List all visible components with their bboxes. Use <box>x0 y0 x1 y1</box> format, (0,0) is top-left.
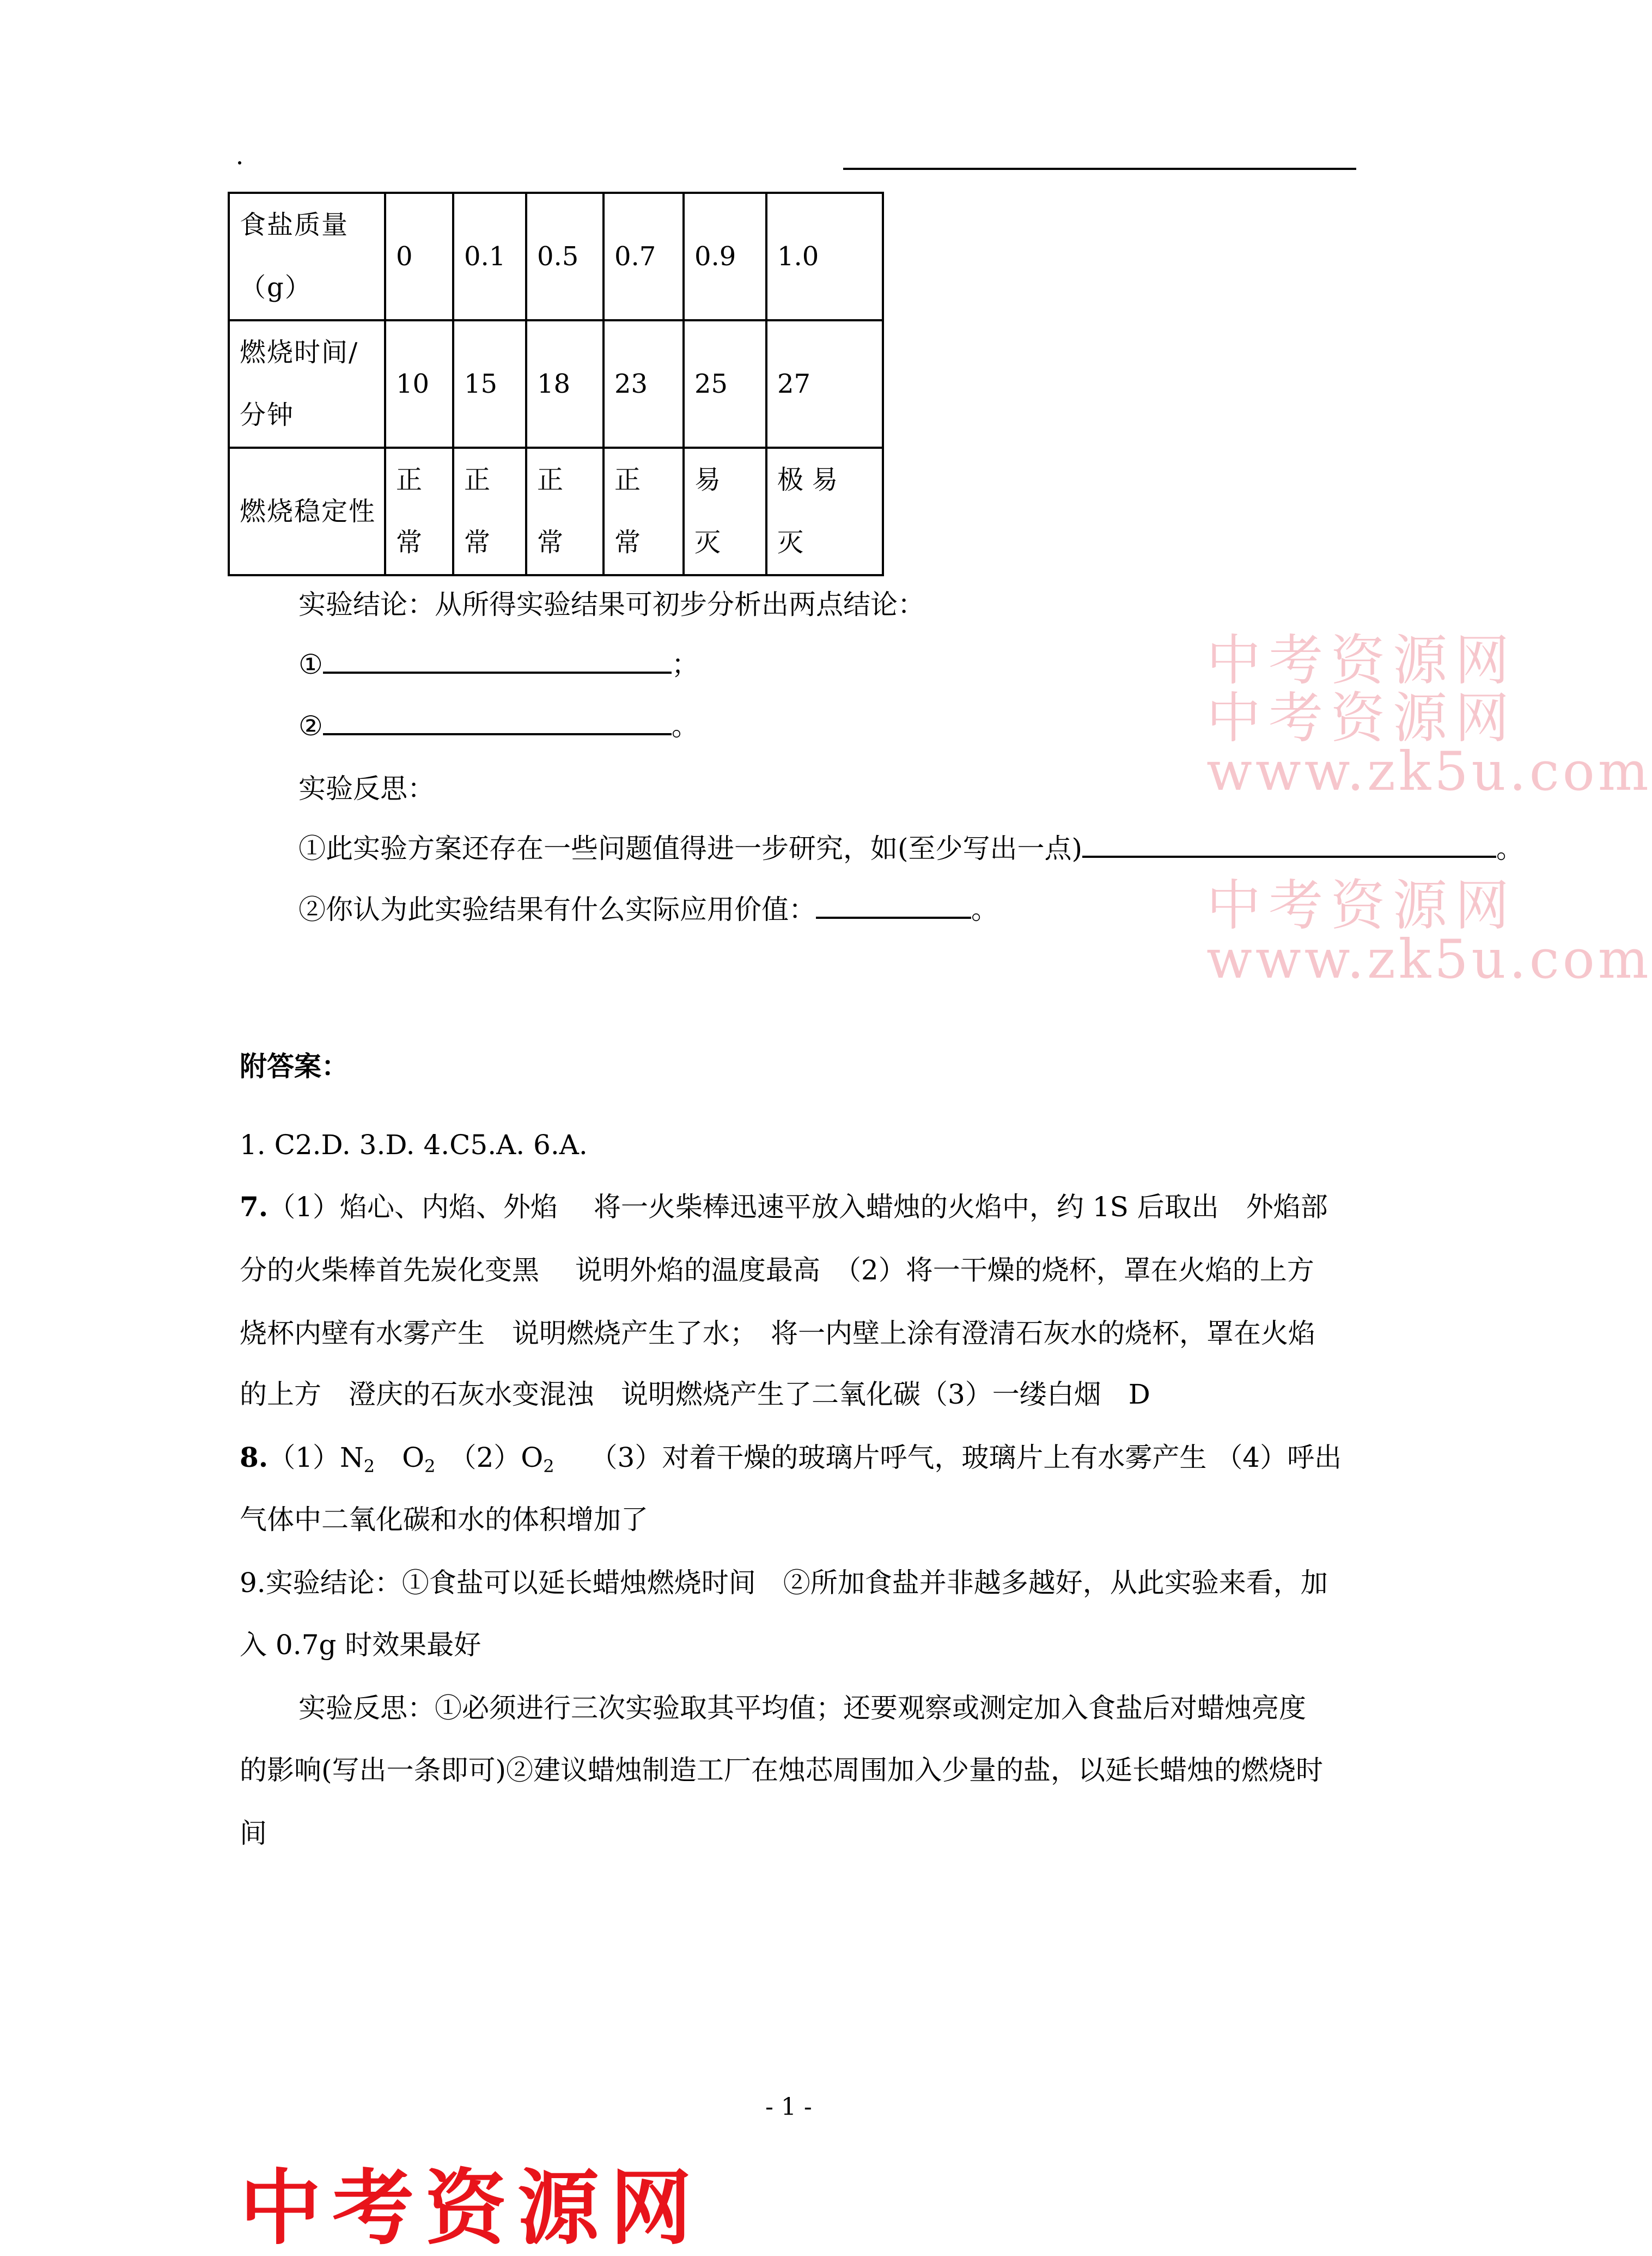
table-cell <box>385 448 453 575</box>
answer-7-line-1 <box>240 1191 1328 1223</box>
table-cell: 0.9 <box>684 193 766 320</box>
conclusion-1-mark: ① <box>298 649 323 680</box>
answer-7-line-2: 分的火柴棒首先炭化变黑 说明外焰的温度最高 （2）将一干燥的烧杯，罩在火焰的上方 <box>240 1254 1314 1286</box>
experiment-table <box>228 192 884 576</box>
table-row <box>229 193 883 320</box>
watermark-cn: 中考资源网 <box>1206 874 1517 937</box>
watermark-url: www.zk5u.com <box>1206 741 1652 803</box>
answer-7-line-3: 烧杯内壁有水雾产生 说明燃烧产生了水； 将一内壁上涂有澄清石灰水的烧杯，罩在火焰 <box>240 1318 1315 1349</box>
reflection-2-text: ②你认为此实验结果有什么实际应用价值： <box>298 894 816 925</box>
stability-value: 正常 <box>464 465 491 558</box>
answer-9-line-1: 9.实验结论：①食盐可以延长蜡烛燃烧时间 ②所加食盐并非越多越好，从此实验来看，加 <box>240 1567 1328 1599</box>
table-cell: 0 <box>385 193 453 320</box>
answer-9-line-3: 实验反思：①必须进行三次实验取其平均值；还要观察或测定加入食盐后对蜡烛亮度 <box>298 1692 1306 1724</box>
table-cell: 15 <box>453 320 526 448</box>
answer-1-6: 1. C2.D. 3.D. 4.C5.A. 6.A. <box>240 1129 588 1161</box>
answer-9-line-5: 间 <box>240 1818 267 1849</box>
table-cell: 10 <box>385 320 453 448</box>
table-cell: 0.7 <box>604 193 684 320</box>
answer-7-text: （1）焰心、内焰、外焰 将一火柴棒迅速平放入蜡烛的火焰中，约 1S 后取出 外焰部 <box>268 1191 1328 1223</box>
table-cell: 1.0 <box>766 193 883 320</box>
conclusion-1-end: ； <box>671 649 699 680</box>
row-header-mass: 食盐质量（g） <box>229 193 385 320</box>
table-cell <box>766 448 883 575</box>
reflection-1 <box>298 832 1523 865</box>
watermark-cn: 中考资源网 <box>1206 686 1517 750</box>
table-cell: 25 <box>684 320 766 448</box>
answer-blank[interactable] <box>323 650 672 674</box>
conclusion-2-mark: ② <box>298 710 323 742</box>
reflection-2-end: 。 <box>971 894 998 925</box>
stability-value: 易灭 <box>694 465 721 558</box>
answer-8-part-d: （3）对着干燥的玻璃片呼气，玻璃片上有水雾产生 （4）呼出 <box>554 1442 1342 1473</box>
subscript: 2 <box>363 1456 375 1477</box>
answer-8-part-a: （1）N <box>268 1442 364 1473</box>
row-header-stability: 燃烧稳定性 <box>229 448 385 575</box>
conclusion-1 <box>298 648 699 681</box>
header-dot <box>238 161 241 164</box>
row-header-time: 燃烧时间/分钟 <box>229 320 385 448</box>
reflection-2 <box>298 893 998 926</box>
table-cell: 18 <box>526 320 604 448</box>
table-cell <box>453 448 526 575</box>
table-row <box>229 448 883 575</box>
stability-value: 正常 <box>396 465 423 558</box>
reflection-1-end: 。 <box>1496 833 1524 864</box>
answer-9-line-2: 入 0.7g 时效果最好 <box>240 1629 481 1661</box>
page-number: - 1 - <box>765 2093 812 2121</box>
watermark-url: www.zk5u.com <box>1206 929 1652 991</box>
subscript: 2 <box>543 1456 554 1477</box>
table-cell <box>684 448 766 575</box>
answers-title: 附答案： <box>240 1050 349 1082</box>
table-cell: 0.5 <box>526 193 604 320</box>
stability-value: 正常 <box>537 465 564 558</box>
watermark-cn: 中考资源网 <box>1206 629 1517 692</box>
answer-8-line-1 <box>240 1441 1342 1483</box>
answer-7-line-4: 的上方 澄庆的石灰水变混浊 说明燃烧产生了二氧化碳（3）一缕白烟 D <box>240 1379 1150 1410</box>
reflection-title: 实验反思： <box>298 773 435 804</box>
brand-logo: 中考资源网 <box>240 2161 703 2256</box>
table-cell: 23 <box>604 320 684 448</box>
conclusion-2 <box>298 710 699 742</box>
answer-blank[interactable] <box>1082 834 1496 858</box>
conclusion-intro: 实验结论：从所得实验结果可初步分析出两点结论： <box>298 589 925 620</box>
answer-8-number: 8. <box>240 1441 269 1473</box>
table-cell <box>526 448 604 575</box>
answer-8-line-2: 气体中二氧化碳和水的体积增加了 <box>240 1504 648 1535</box>
subscript: 2 <box>424 1456 436 1477</box>
reflection-1-text: ①此实验方案还存在一些问题值得进一步研究，如(至少写出一点) <box>298 833 1083 864</box>
answer-9-line-4: 的影响(写出一条即可)②建议蜡烛制造工厂在烛芯周围加入少量的盐，以延长蜡烛的燃烧时 <box>240 1754 1324 1786</box>
conclusion-2-end: 。 <box>671 710 699 742</box>
table-cell <box>604 448 684 575</box>
answer-8-part-c: （2）O <box>435 1442 544 1473</box>
table-row <box>229 320 883 448</box>
stability-value: 正常 <box>614 465 641 558</box>
stability-value: 极 易灭 <box>777 465 838 558</box>
table-cell: 0.1 <box>453 193 526 320</box>
answer-blank[interactable] <box>816 895 971 919</box>
header-rule <box>843 168 1356 170</box>
answer-7-number: 7. <box>240 1191 269 1223</box>
answer-blank[interactable] <box>323 711 672 735</box>
table-cell: 27 <box>766 320 883 448</box>
answer-8-part-b: O <box>375 1442 425 1473</box>
